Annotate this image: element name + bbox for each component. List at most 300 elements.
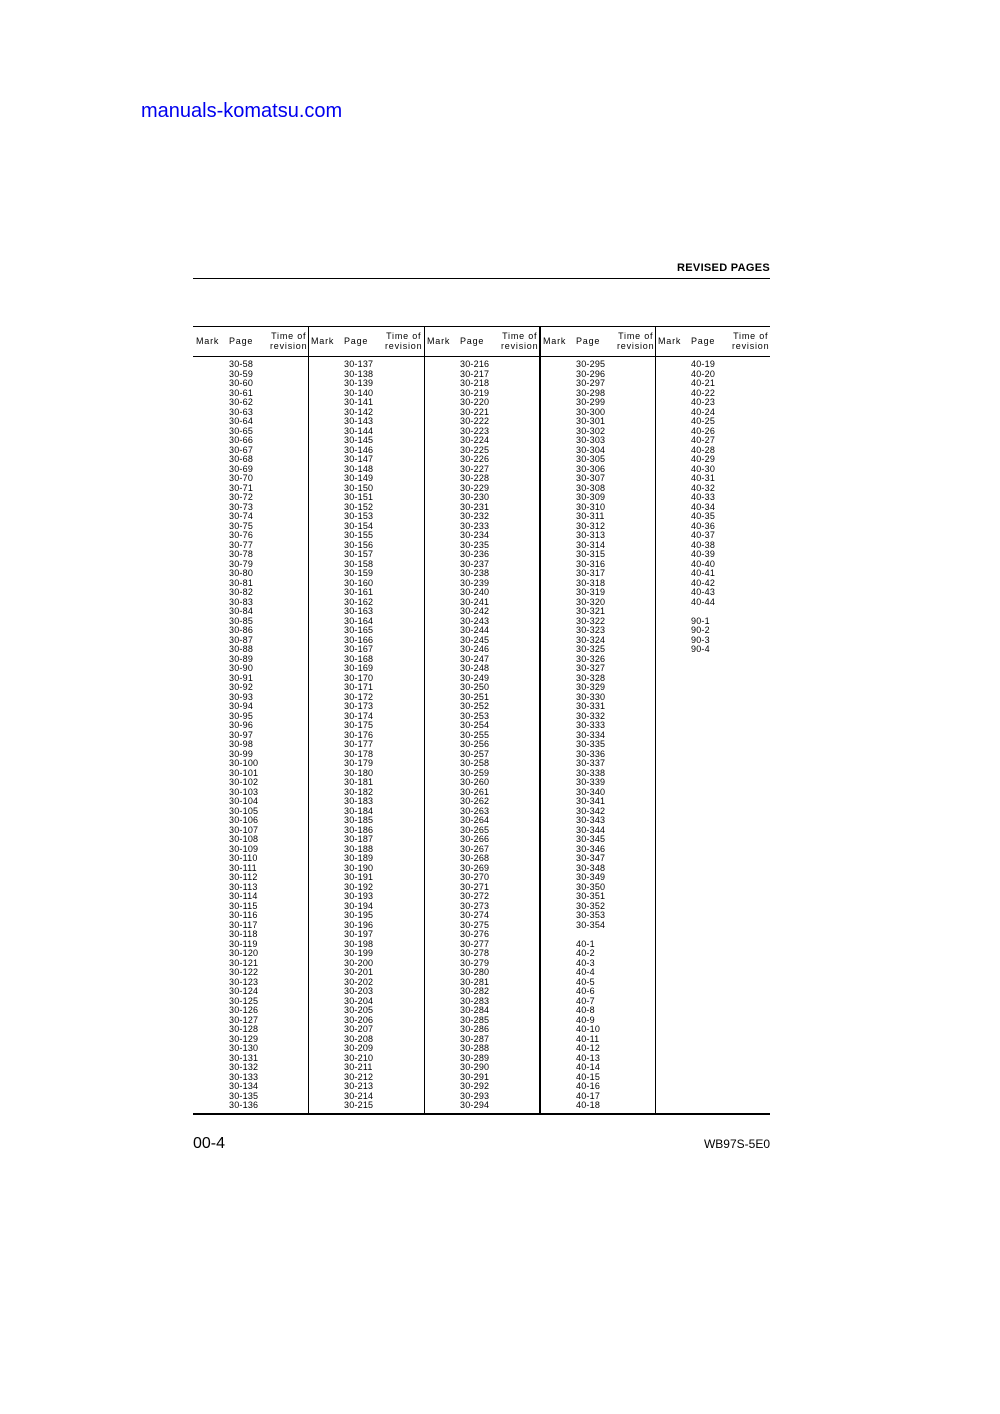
page-list (344, 360, 373, 1111)
page-entry: 30-208 (344, 1033, 374, 1044)
column-group-3 (424, 326, 539, 1115)
page-entry: 30-203 (344, 986, 374, 996)
page-entry: 30-217 (460, 368, 490, 379)
page-entry: 30-120 (229, 948, 259, 958)
page-entry: 30-250 (460, 682, 490, 692)
header-mark: Mark (311, 336, 335, 346)
page-entry: 30-99 (229, 748, 254, 759)
page-entry: 90-1 (691, 615, 710, 626)
page-entry: 30-245 (460, 634, 490, 645)
page-entry: 40-27 (691, 435, 716, 445)
page-entry: 40-21 (691, 378, 716, 388)
page-entry: 30-89 (229, 653, 254, 664)
page-entry: 30-332 (576, 710, 606, 721)
page-entry: 40-5 (576, 976, 595, 987)
page-entry: 30-226 (460, 454, 490, 464)
page-entry: 30-108 (229, 834, 259, 844)
page-entry: 40-25 (691, 416, 716, 426)
page-entry: 30-185 (344, 815, 374, 825)
page-entry: 30-181 (344, 777, 374, 787)
page-entry: 30-126 (229, 1005, 259, 1015)
page-entry: 30-202 (344, 976, 374, 987)
page-entry: 30-350 (576, 881, 606, 892)
column-group-4 (540, 326, 655, 1115)
page-entry: 30-92 (229, 682, 254, 692)
page-entry: 30-305 (576, 454, 606, 464)
page-entry: 30-297 (576, 378, 606, 388)
page-entry: 30-210 (344, 1052, 374, 1063)
page-entry: 30-113 (229, 881, 258, 892)
page-entry: 30-180 (344, 767, 374, 778)
page-entry: 30-321 (576, 606, 606, 616)
page-entry: 30-191 (344, 872, 374, 882)
page-entry: 30-230 (460, 492, 490, 502)
page-entry: 30-269 (460, 862, 490, 873)
page-entry: 30-194 (344, 900, 374, 911)
page-entry: 30-242 (460, 606, 490, 616)
page-entry: 30-323 (576, 625, 606, 635)
page-entry: 30-268 (460, 853, 490, 863)
header-mark: Mark (427, 336, 451, 346)
page-entry: 30-124 (229, 986, 259, 996)
page-entry: 30-229 (460, 482, 490, 493)
page-entry: 30-326 (576, 653, 606, 664)
page-entry: 30-244 (460, 625, 490, 635)
page-entry: 30-255 (460, 729, 490, 740)
page-entry: 30-315 (576, 549, 606, 559)
column-divider (655, 326, 656, 1115)
page-entry: 30-222 (460, 416, 490, 426)
page-entry: 30-77 (229, 539, 254, 550)
header-mark: Mark (196, 336, 220, 346)
page-entry: 30-109 (229, 843, 259, 854)
page-entry: 30-132 (229, 1062, 259, 1072)
page-entry: 30-63 (229, 406, 254, 417)
page-entry: 30-145 (344, 435, 374, 445)
page-entry: 30-260 (460, 777, 490, 787)
page-entry: 40-6 (576, 986, 595, 996)
page-entry: 30-289 (460, 1052, 490, 1063)
header-mark: Mark (543, 336, 567, 346)
page-entry: 90-4 (691, 644, 710, 654)
page-entry: 40-39 (691, 549, 716, 559)
page-entry: 30-243 (460, 615, 490, 626)
page-entry: 30-163 (344, 606, 374, 616)
page-entry: 30-286 (460, 1024, 490, 1034)
page-entry: 30-131 (229, 1052, 259, 1063)
page-entry: 30-75 (229, 520, 254, 531)
page-entry: 30-309 (576, 492, 606, 502)
page-entry: 30-337 (576, 758, 606, 768)
page-entry: 40-3 (576, 957, 595, 968)
page-list (229, 360, 258, 1111)
page-entry: 30-331 (576, 701, 606, 711)
page-entry: 30-219 (460, 387, 490, 398)
page-entry: 30-165 (344, 625, 374, 635)
title-divider (193, 278, 770, 279)
page-entry: 30-186 (344, 824, 374, 835)
page-entry: 40-28 (691, 444, 716, 455)
page-entry: 30-112 (229, 872, 258, 882)
page-entry: 30-196 (344, 919, 374, 930)
page-entry: 40-15 (576, 1071, 601, 1082)
page-entry: 30-317 (576, 568, 606, 578)
page-entry: 30-71 (229, 482, 254, 493)
page-entry: 30-209 (344, 1043, 374, 1053)
page-entry: 30-105 (229, 805, 259, 816)
page-entry: 30-347 (576, 853, 606, 863)
page-entry: 30-277 (460, 938, 490, 949)
page-entry: 30-259 (460, 767, 490, 778)
page-entry: 30-351 (576, 891, 606, 901)
page-entry: 30-257 (460, 748, 490, 759)
page-entry: 30-261 (460, 786, 490, 797)
page-entry: 30-224 (460, 435, 490, 445)
page-entry: 30-306 (576, 463, 606, 474)
page-entry: 30-183 (344, 796, 374, 806)
page-entry: 30-314 (576, 539, 606, 550)
page-entry: 30-288 (460, 1043, 490, 1053)
page-entry: 40-37 (691, 530, 716, 540)
page-entry: 30-140 (344, 387, 374, 398)
column-group-5 (655, 326, 770, 1115)
page-entry: 40-18 (576, 1100, 601, 1110)
page-entry: 30-241 (460, 596, 490, 607)
page-entry: 40-14 (576, 1062, 601, 1072)
page-entry: 30-95 (229, 710, 254, 721)
page-entry: 30-285 (460, 1014, 490, 1025)
page-entry: 30-279 (460, 957, 490, 968)
page-entry: 30-117 (229, 919, 258, 930)
page-entry: 30-265 (460, 824, 490, 835)
page-entry: 30-85 (229, 615, 254, 626)
revised-pages-table (193, 326, 770, 1115)
page-entry: 30-234 (460, 530, 490, 540)
page-entry: 30-173 (344, 701, 374, 711)
page-entry: 30-69 (229, 463, 254, 474)
page-entry: 40-36 (691, 520, 716, 531)
page-entry: 30-292 (460, 1081, 490, 1091)
page-entry: 30-199 (344, 948, 374, 958)
page-entry: 30-151 (344, 492, 374, 502)
page-entry: 30-76 (229, 530, 254, 540)
page-entry: 30-322 (576, 615, 606, 626)
page-entry: 30-81 (229, 577, 254, 588)
page-number: 00-4 (193, 1135, 226, 1152)
page-entry: 30-110 (229, 853, 258, 863)
column-divider (539, 326, 541, 1115)
page-entry: 30-156 (344, 539, 374, 550)
page-entry: 30-70 (229, 473, 254, 483)
page-entry: 30-142 (344, 406, 374, 417)
page-entry: 30-302 (576, 425, 606, 436)
page-entry: 40-7 (576, 995, 595, 1006)
page-entry: 30-67 (229, 444, 254, 455)
page-entry: 30-96 (229, 720, 254, 730)
page-entry: 30-98 (229, 739, 254, 749)
page-entry: 30-316 (576, 558, 606, 569)
page-entry: 30-349 (576, 872, 606, 882)
page-entry: 30-251 (460, 691, 490, 702)
header-time-of-revision: Time of revision (501, 331, 539, 351)
page-entry: 30-270 (460, 872, 490, 882)
page-entry: 30-90 (229, 663, 254, 673)
page-entry: 40-9 (576, 1014, 595, 1025)
page-entry: 30-116 (229, 910, 258, 920)
page-entry: 30-84 (229, 606, 254, 616)
page-entry: 30-258 (460, 758, 490, 768)
page-entry: 30-215 (344, 1100, 374, 1110)
page-entry: 30-130 (229, 1043, 259, 1053)
page-entry: 30-293 (460, 1090, 490, 1101)
page-entry: 30-166 (344, 634, 374, 645)
page-entry: 30-118 (229, 929, 258, 939)
page-entry: 30-274 (460, 910, 490, 920)
page-entry: 30-273 (460, 900, 490, 911)
page-entry: 30-298 (576, 387, 606, 398)
page-entry: 30-103 (229, 786, 259, 797)
page-entry: 30-291 (460, 1071, 490, 1082)
page-entry: 30-101 (229, 767, 259, 778)
page-entry: 30-218 (460, 378, 490, 388)
page-entry: 30-333 (576, 720, 606, 730)
page-list (460, 360, 489, 1111)
page-entry: 30-254 (460, 720, 490, 730)
page-entry: 30-237 (460, 558, 490, 569)
page-entry: 30-171 (344, 682, 374, 692)
page-entry: 30-157 (344, 549, 374, 559)
page-entry: 30-160 (344, 577, 374, 588)
page-entry: 30-193 (344, 891, 374, 901)
page-entry: 30-284 (460, 1005, 490, 1015)
page-entry: 30-155 (344, 530, 374, 540)
page-entry: 30-335 (576, 739, 606, 749)
page-entry: 30-78 (229, 549, 254, 559)
page-entry: 30-290 (460, 1062, 490, 1072)
page-entry: 30-301 (576, 416, 606, 426)
page-entry: 30-58 (229, 359, 254, 369)
page-entry: 30-206 (344, 1014, 374, 1025)
page-entry: 30-341 (576, 796, 606, 806)
page-entry: 30-345 (576, 834, 606, 844)
page-entry: 40-4 (576, 967, 595, 977)
page-entry: 30-88 (229, 644, 254, 654)
page-entry: 30-138 (344, 368, 374, 379)
page-entry: 40-29 (691, 454, 716, 464)
page-entry: 30-159 (344, 568, 374, 578)
page-entry: 30-123 (229, 976, 259, 987)
page-entry: 30-278 (460, 948, 490, 958)
page-entry: 30-324 (576, 634, 606, 645)
page-entry: 30-122 (229, 967, 259, 977)
page-entry: 30-188 (344, 843, 374, 854)
page-entry: 30-129 (229, 1033, 259, 1044)
page-entry: 30-97 (229, 729, 254, 740)
page-entry: 40-26 (691, 425, 716, 436)
page-entry: 30-197 (344, 929, 374, 939)
page-entry: 30-59 (229, 368, 254, 379)
page-entry: 30-240 (460, 587, 490, 597)
page-entry: 30-307 (576, 473, 606, 483)
page-entry: 30-287 (460, 1033, 490, 1044)
page-entry: 30-121 (229, 957, 259, 968)
page-entry: 30-249 (460, 672, 490, 683)
page-entry: 30-144 (344, 425, 374, 436)
page-entry: 30-342 (576, 805, 606, 816)
page-entry: 40-13 (576, 1052, 601, 1063)
page-entry: 30-100 (229, 758, 259, 768)
page-entry: 30-167 (344, 644, 374, 654)
page-entry: 40-32 (691, 482, 716, 493)
page-entry: 30-154 (344, 520, 374, 531)
page-entry: 30-135 (229, 1090, 259, 1101)
header-page: Page (344, 336, 369, 346)
page-entry: 30-354 (576, 919, 606, 930)
page-entry: 30-211 (344, 1062, 373, 1072)
page-entry: 30-200 (344, 957, 374, 968)
page-entry: 30-319 (576, 587, 606, 597)
page-title: REVISED PAGES (677, 262, 770, 274)
page-entry: 30-281 (460, 976, 490, 987)
page-entry: 30-136 (229, 1100, 259, 1110)
page-list (691, 360, 715, 655)
page-entry: 30-143 (344, 416, 374, 426)
page-entry: 40-20 (691, 368, 716, 379)
page-entry: 30-308 (576, 482, 606, 493)
page-entry: 30-104 (229, 796, 259, 806)
page-entry: 30-119 (229, 938, 258, 949)
page-entry: 30-195 (344, 910, 374, 920)
page-entry: 30-87 (229, 634, 254, 645)
page-entry: 30-204 (344, 995, 374, 1006)
page-entry: 30-172 (344, 691, 374, 702)
page-entry: 30-134 (229, 1081, 259, 1091)
page-entry: 30-299 (576, 397, 606, 407)
page-entry: 30-320 (576, 596, 606, 607)
page-entry: 30-192 (344, 881, 374, 892)
page-entry: 30-61 (229, 387, 254, 398)
page-entry: 30-352 (576, 900, 606, 911)
page-entry: 30-187 (344, 834, 374, 844)
page-entry: 30-128 (229, 1024, 259, 1034)
page-entry: 40-19 (691, 359, 716, 369)
page-entry: 30-133 (229, 1071, 259, 1082)
page-entry: 30-106 (229, 815, 259, 825)
page-entry: 30-141 (344, 397, 374, 407)
page-entry: 30-169 (344, 663, 374, 673)
page-entry: 30-168 (344, 653, 374, 664)
page-entry: 30-216 (460, 359, 490, 369)
page-entry: 30-201 (344, 967, 374, 977)
page-entry: 30-127 (229, 1014, 259, 1025)
page-entry: 30-267 (460, 843, 490, 854)
page-entry: 40-1 (576, 938, 595, 949)
page-entry: 40-2 (576, 948, 595, 958)
page-entry: 30-253 (460, 710, 490, 721)
page-entry: 30-184 (344, 805, 374, 816)
page-entry: 30-346 (576, 843, 606, 854)
page-entry: 30-294 (460, 1100, 490, 1110)
page-entry: 40-23 (691, 397, 716, 407)
model-code: WB97S-5E0 (703, 1137, 770, 1151)
page-entry: 30-343 (576, 815, 606, 825)
page-entry: 30-207 (344, 1024, 374, 1034)
page-entry: 30-238 (460, 568, 490, 578)
page-entry: 30-312 (576, 520, 606, 531)
page-entry: 30-338 (576, 767, 606, 778)
header-page: Page (691, 336, 716, 346)
page-entry: 40-31 (691, 473, 716, 483)
page-entry: 40-24 (691, 406, 716, 417)
column-divider (308, 326, 309, 1115)
page-entry: 40-44 (691, 596, 716, 607)
page-entry: 30-147 (344, 454, 374, 464)
page-entry: 90-3 (691, 634, 710, 645)
page-entry: 30-248 (460, 663, 490, 673)
page-entry: 30-227 (460, 463, 490, 474)
watermark-link[interactable]: manuals-komatsu.com (141, 100, 343, 122)
page-entry: 40-41 (691, 568, 716, 578)
page-entry: 30-150 (344, 482, 374, 493)
page-entry: 30-60 (229, 378, 254, 388)
page-entry: 40-33 (691, 492, 716, 502)
header-time-of-revision: Time of revision (732, 331, 770, 351)
page-entry: 30-263 (460, 805, 490, 816)
page-entry: 30-174 (344, 710, 374, 721)
column-divider (424, 326, 425, 1115)
page-entry: 30-271 (460, 881, 490, 892)
page-entry: 30-176 (344, 729, 374, 740)
page-entry: 30-82 (229, 587, 254, 597)
page-entry: 30-225 (460, 444, 490, 455)
page-entry: 30-220 (460, 397, 490, 407)
page-entry: 30-327 (576, 663, 606, 673)
page-entry: 30-137 (344, 359, 374, 369)
page-entry: 30-68 (229, 454, 254, 464)
page-entry: 30-334 (576, 729, 606, 740)
page-entry: 30-233 (460, 520, 490, 531)
page-entry: 30-107 (229, 824, 259, 835)
page-entry: 30-239 (460, 577, 490, 588)
page-entry: 40-43 (691, 587, 716, 597)
page-entry: 30-153 (344, 511, 374, 521)
page-entry: 30-262 (460, 796, 490, 806)
page-entry: 30-83 (229, 596, 254, 607)
page-entry: 30-228 (460, 473, 490, 483)
page-entry: 40-11 (576, 1033, 600, 1044)
page-list (576, 360, 605, 1111)
page-entry: 30-213 (344, 1081, 374, 1091)
page-entry: 30-175 (344, 720, 374, 730)
page-entry: 30-91 (229, 672, 254, 683)
page-entry: 40-42 (691, 577, 716, 588)
page-entry: 30-340 (576, 786, 606, 797)
page-entry: 30-252 (460, 701, 490, 711)
page-entry: 30-310 (576, 501, 606, 512)
page-entry: 30-139 (344, 378, 374, 388)
page-entry: 30-311 (576, 511, 605, 521)
page-entry: 40-34 (691, 501, 716, 512)
page-entry: 30-102 (229, 777, 259, 787)
page-entry: 30-86 (229, 625, 254, 635)
page-entry: 30-231 (460, 501, 490, 512)
page-entry: 30-65 (229, 425, 254, 436)
page-entry: 30-164 (344, 615, 374, 626)
page-entry: 30-256 (460, 739, 490, 749)
page-entry: 30-329 (576, 682, 606, 692)
page-entry: 30-272 (460, 891, 490, 901)
page-entry: 30-212 (344, 1071, 374, 1082)
